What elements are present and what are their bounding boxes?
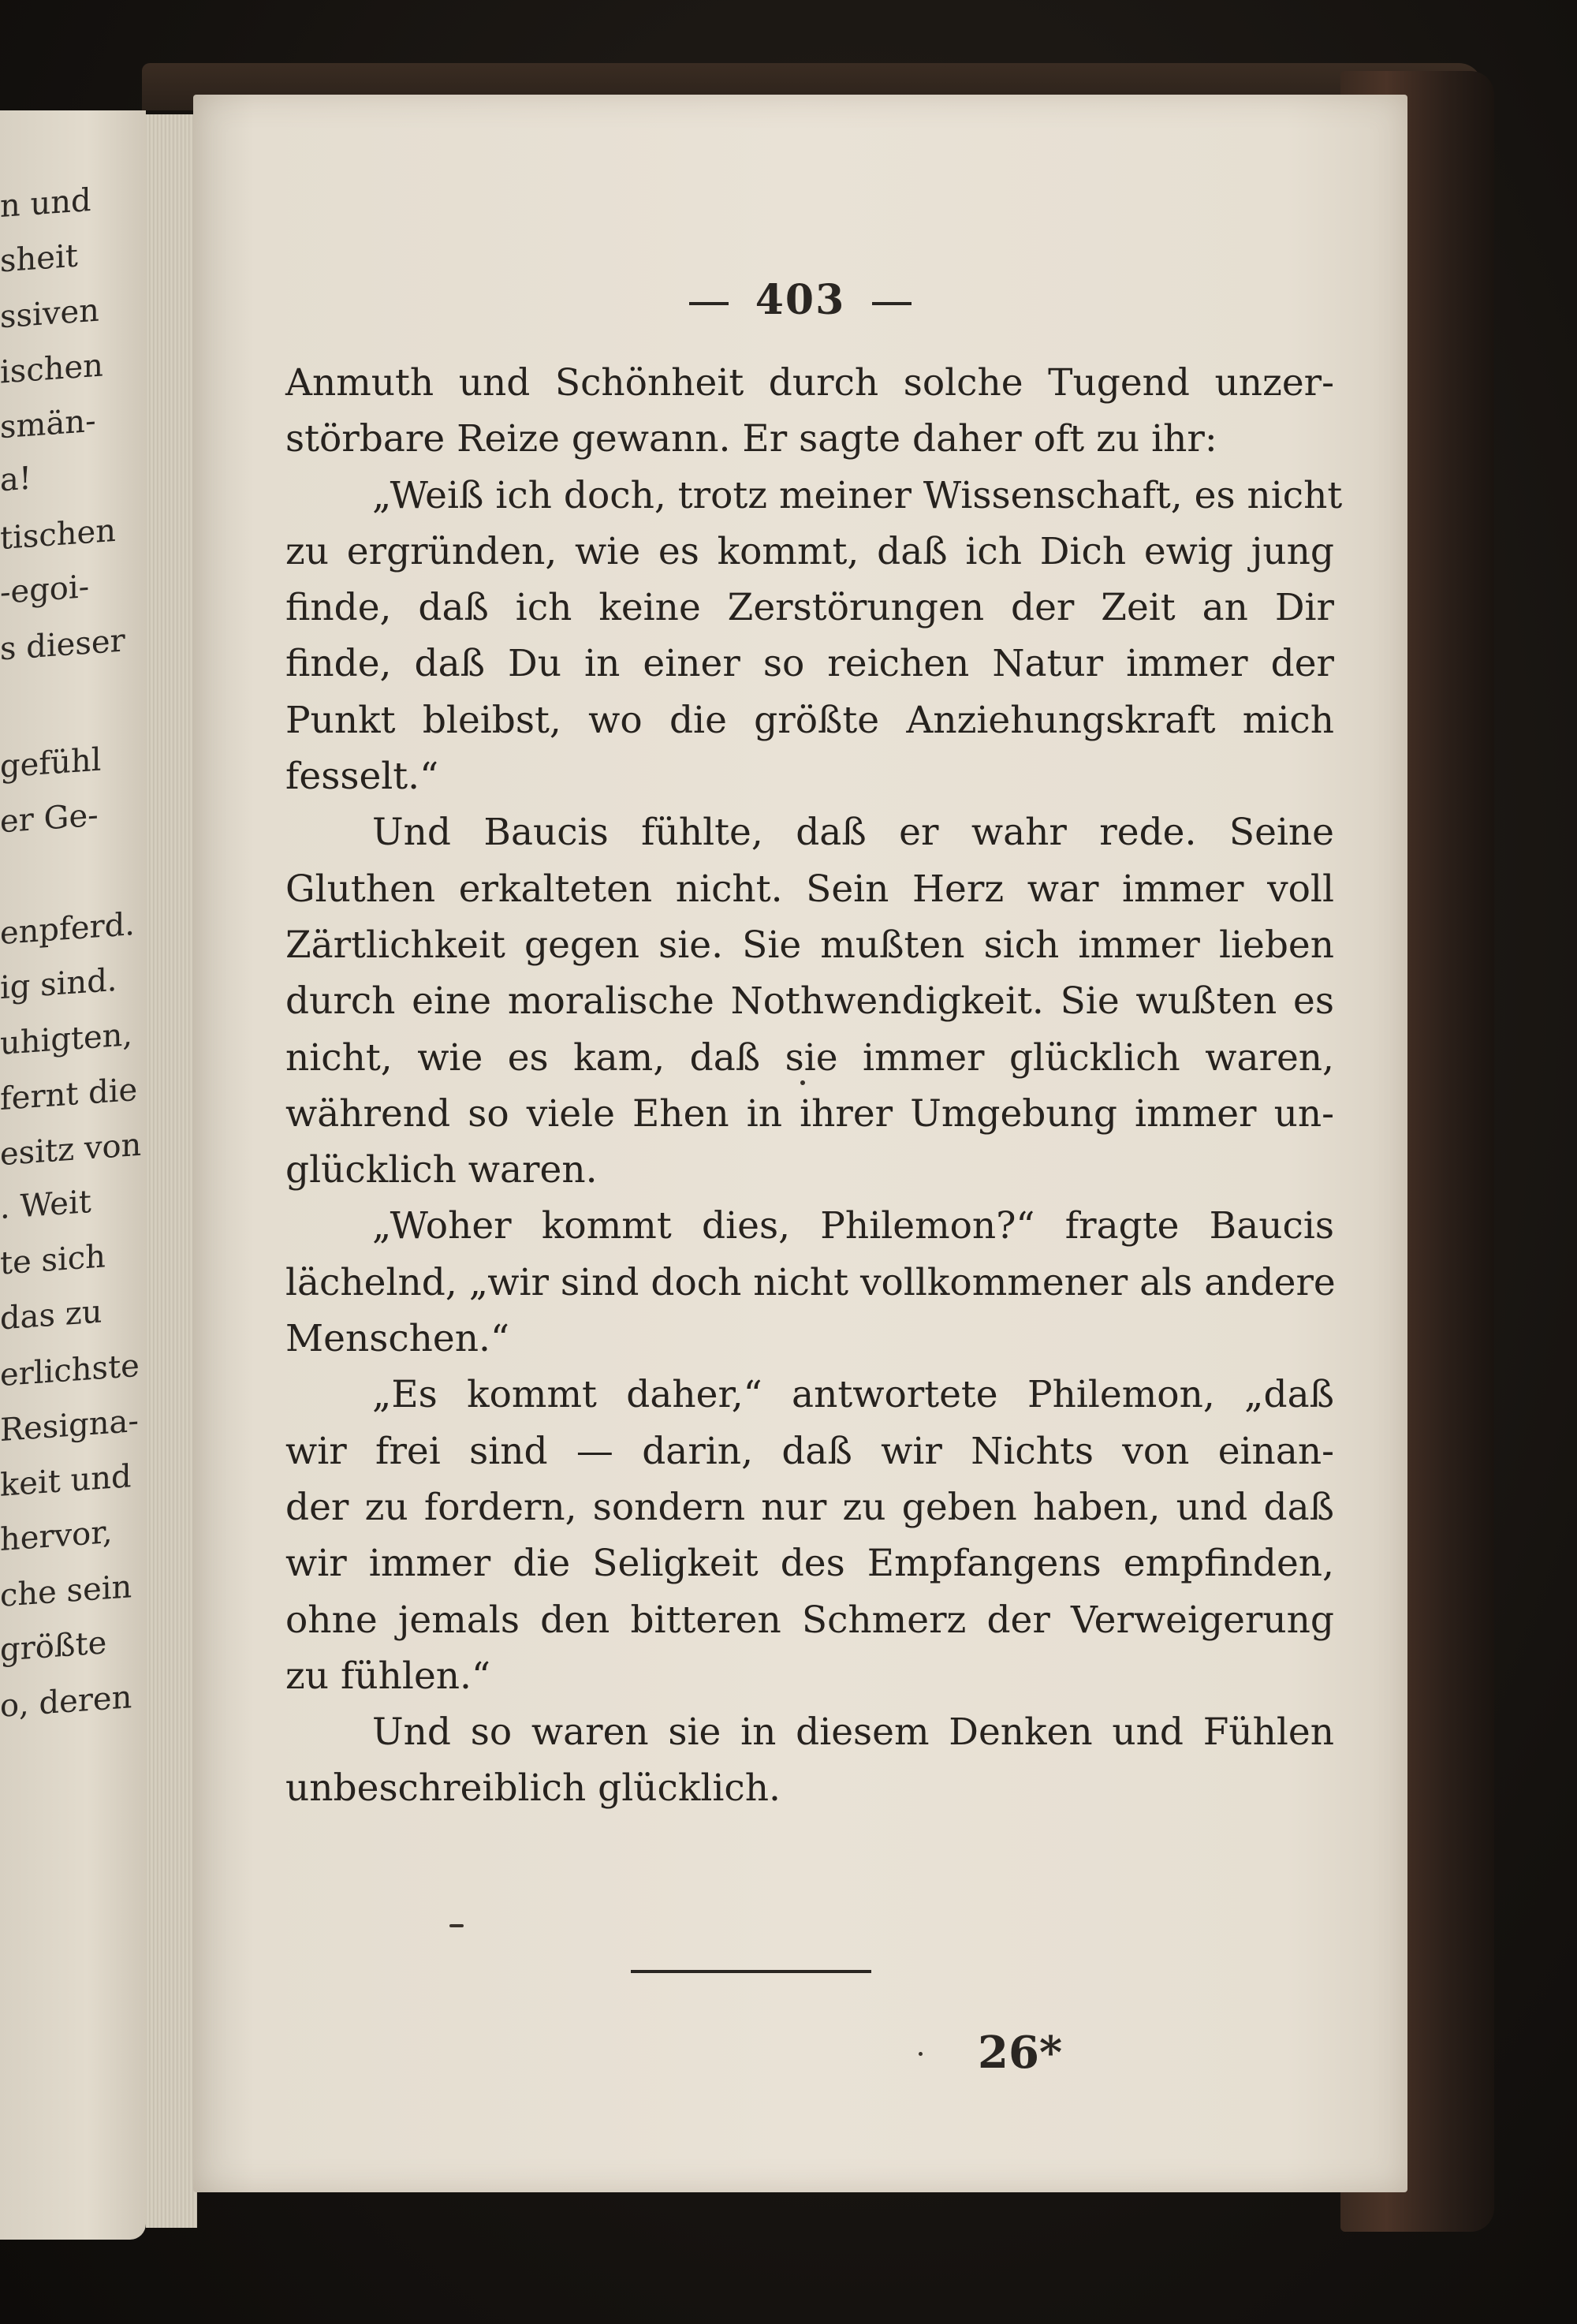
facing-page-fragment: ssiven (0, 292, 99, 336)
facing-page-fragment: sheit (0, 237, 78, 280)
paper-speck (800, 1080, 805, 1085)
page-body-text (285, 355, 1343, 1817)
facing-page-fragment: a! (0, 460, 32, 499)
text-line: Menschen.“ (285, 1317, 509, 1361)
header-dash-left (689, 302, 729, 305)
text-line: nicht, wie es kam, daß sie immer glücklich waren, (285, 1035, 1334, 1080)
header-dash-right (872, 302, 912, 305)
facing-page-fragment: ig sind. (0, 961, 117, 1007)
text-line: zu ergründen, wie es kommt, daß ich Dich ewig jung (285, 529, 1334, 573)
facing-page-fragment: gefühl (0, 741, 102, 785)
text-line: fesselt.“ (285, 755, 439, 799)
text-line: störbare Reize gewann. Er sagte daher oft zu ihr: (285, 417, 1217, 461)
facing-page-fragment: che sein (0, 1569, 132, 1614)
facing-page-fragment: ischen (0, 347, 103, 391)
text-line: Anmuth und Schönheit durch solche Tugend unzer- (285, 361, 1334, 405)
facing-page-fragment: erlichste (0, 1347, 140, 1394)
text-line: zu fühlen.“ (285, 1654, 490, 1698)
text-line: glücklich waren. (285, 1148, 598, 1192)
facing-page-fragment: enpferd. (0, 906, 135, 952)
text-line: durch eine moralische Nothwendigkeit. Sie wußten es (285, 979, 1334, 1024)
text-line: Zärtlichkeit gegen sie. Sie mußten sich immer lieben (285, 923, 1334, 967)
text-line: wir frei sind — darin, daß wir Nichts von einan- (285, 1429, 1334, 1473)
text-line: Und Baucis fühlte, daß er wahr rede. Seine (372, 811, 1334, 855)
text-line: während so viele Ehen in ihrer Umgebung immer un- (285, 1091, 1334, 1136)
facing-page-fragment: hervor, (0, 1514, 113, 1558)
text-line: Punkt bleibst, wo die größte Anziehungskraft mich (285, 698, 1334, 742)
page-header (193, 276, 1407, 324)
text-line: „Woher kommt dies, Philemon?“ fragte Baucis (372, 1204, 1334, 1248)
end-rule (631, 1970, 871, 1973)
text-line: wir immer die Seligkeit des Empfangens empfinden, (285, 1542, 1334, 1586)
text-line: „Es kommt daher,“ antwortete Philemon, „daß (372, 1373, 1334, 1417)
text-line: „Weiß ich doch, trotz meiner Wissenschaft, es nicht (372, 473, 1343, 517)
text-line: ohne jemals den bitteren Schmerz der Verweigerung (285, 1598, 1334, 1642)
book-page (193, 95, 1407, 2192)
text-line: unbeschreiblich glücklich. (285, 1766, 781, 1811)
text-line: der zu fordern, sondern nur zu geben haben, und daß (285, 1485, 1334, 1529)
facing-page-fragment: Resigna- (0, 1402, 139, 1449)
facing-page-fragment: er Ge- (0, 796, 99, 841)
facing-page-fragment: . Weit (0, 1183, 91, 1227)
facing-page-fragment: größte (0, 1625, 107, 1669)
facing-page-fragment: -egoi- (0, 569, 90, 611)
facing-page (0, 110, 146, 2240)
facing-page-fragment: tischen (0, 512, 116, 558)
facing-page-fragment: te sich (0, 1238, 106, 1282)
facing-page-fragment: uhigten, (0, 1017, 133, 1062)
text-line: finde, daß Du in einer so reichen Natur immer der (285, 642, 1334, 686)
facing-page-fragment: keit und (0, 1458, 132, 1504)
sheet-signature: 26* (978, 2027, 1063, 2079)
text-line: finde, daß ich keine Zerstörungen der Zeit an Dir (285, 586, 1334, 630)
text-line: lächelnd, „wir sind doch nicht vollkommener als andere (285, 1260, 1336, 1304)
paper-speck (919, 2052, 923, 2056)
text-line: Gluthen erkalteten nicht. Sein Herz war immer voll (285, 867, 1334, 911)
facing-page-fragment: n und (0, 181, 91, 226)
page-number: 403 (755, 276, 846, 324)
facing-page-fragment: esitz von (0, 1126, 142, 1173)
page-gutter (146, 114, 197, 2228)
facing-page-fragment: das zu (0, 1293, 103, 1337)
facing-page-fragment: fernt die (0, 1071, 138, 1118)
text-line: Und so waren sie in diesem Denken und Fühlen (372, 1710, 1334, 1755)
facing-page-fragment: smän- (0, 402, 96, 446)
paper-speck (449, 1924, 464, 1927)
facing-page-fragment: s dieser (0, 622, 125, 668)
facing-page-fragment: o, deren (0, 1679, 132, 1725)
